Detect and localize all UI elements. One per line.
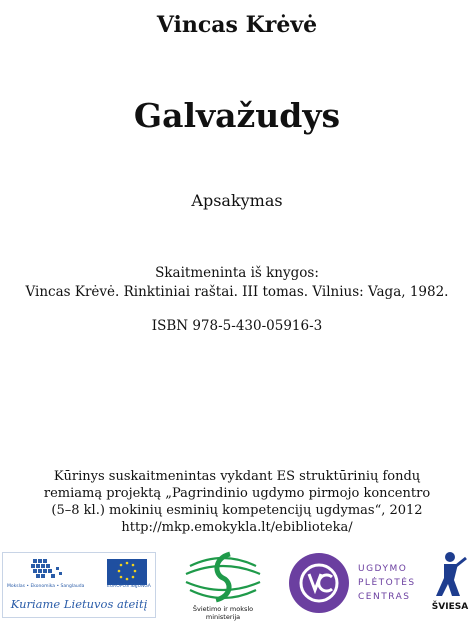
ministry-text: Švietimo ir mokslo ministerija bbox=[192, 605, 254, 621]
upc-text bbox=[358, 562, 416, 604]
upc-line: CENTRAS bbox=[358, 592, 411, 602]
funding-note bbox=[0, 468, 474, 536]
author-name: Vincas Krėvė bbox=[156, 12, 318, 38]
sviesa-logo bbox=[430, 550, 470, 616]
ministry-logo bbox=[178, 548, 268, 621]
upc-logo bbox=[288, 550, 418, 616]
genre-label: Apsakymas bbox=[191, 191, 283, 210]
esf-eu-text: EUROPOS SĄJUNGA bbox=[107, 584, 151, 589]
upc-line: PLĖTOTĖS bbox=[358, 578, 416, 588]
esf-slogan: Kuriame Lietuvos ateitį bbox=[10, 597, 148, 611]
source-line: Vincas Krėvė. Rinktiniai raštai. III tomas. Vilnius: Vaga, 1982. bbox=[25, 284, 449, 300]
upc-line: UGDYMO bbox=[358, 564, 408, 574]
esf-fund-text: Mokslas • Ekonomika • Sanglauda bbox=[7, 584, 85, 589]
sviesa-text: ŠVIESA bbox=[431, 602, 469, 612]
source-info bbox=[0, 264, 474, 302]
funding-line: Kūrinys suskaitmenintas vykdant ES struktūrinių fondų bbox=[53, 469, 421, 484]
sponsor-logos bbox=[0, 548, 474, 621]
ministry-emblem-icon bbox=[178, 548, 268, 604]
source-line: Skaitmeninta iš knygos: bbox=[155, 265, 319, 281]
funding-url[interactable]: http://mkp.emokykla.lt/ebiblioteka/ bbox=[121, 520, 353, 535]
funding-line: (5–8 kl.) mokinių esminių kompetencijų ugdymas“, 2012 bbox=[51, 503, 423, 518]
sviesa-emblem-icon bbox=[430, 550, 470, 600]
esf-logo bbox=[2, 552, 156, 618]
upc-emblem-icon bbox=[288, 550, 354, 616]
funding-line: remiamą projektą „Pagrindinio ugdymo pirmojo koncentro bbox=[43, 486, 431, 501]
isbn: ISBN 978-5-430-05916-3 bbox=[151, 318, 323, 334]
book-title: Galvažudys bbox=[133, 96, 341, 135]
